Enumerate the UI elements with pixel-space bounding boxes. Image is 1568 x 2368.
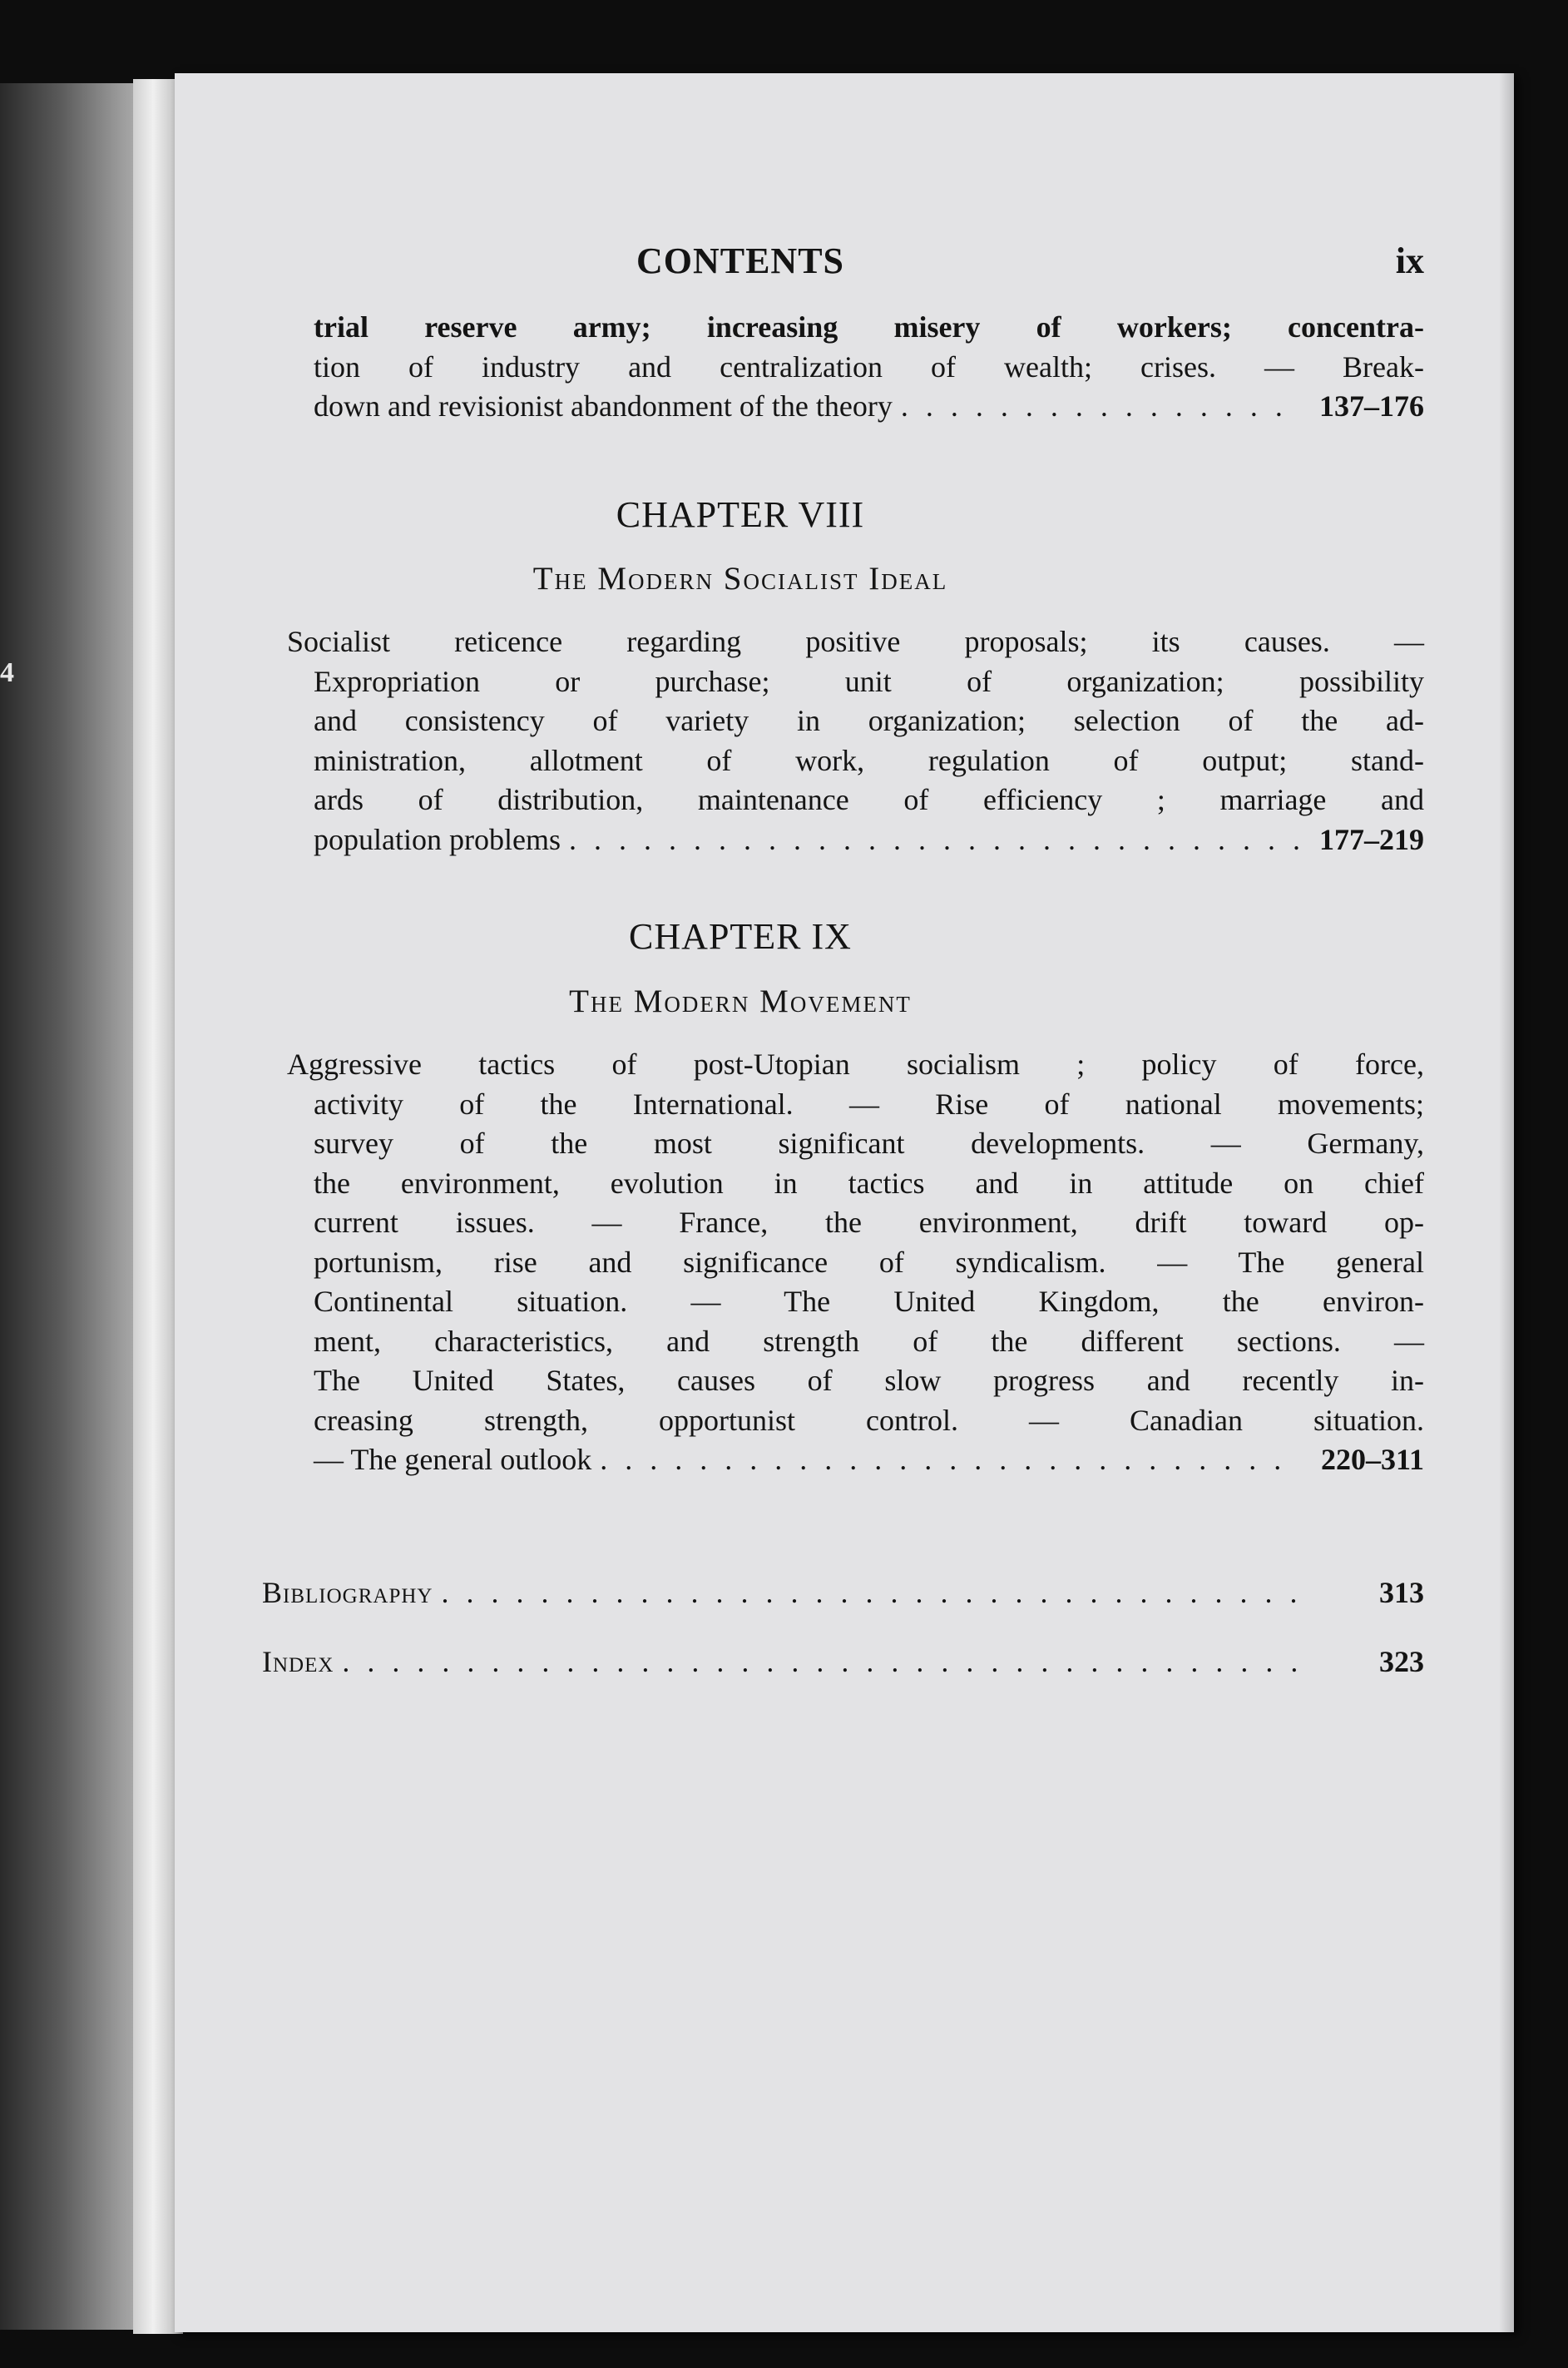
entry-last-line xyxy=(287,1440,1424,1480)
summary-line: ministration, allotment of work, regulation of output; stand- xyxy=(314,743,1424,777)
previous-page-number-fragment: 4 xyxy=(0,657,14,688)
dot-leader xyxy=(561,820,1299,860)
summary-line: the environment, evolution in tactics and in attitude on chief xyxy=(314,1166,1424,1200)
contents-page xyxy=(175,73,1514,2332)
summary-line: Continental situation. — The United Kingdom, the environ- xyxy=(314,1285,1424,1318)
chapter-heading: CHAPTER VIII xyxy=(616,494,865,535)
chapter-heading: CHAPTER IX xyxy=(629,916,852,957)
summary-line: creasing strength, opportunist control. — Canadian situation. xyxy=(314,1403,1424,1437)
chapter-summary xyxy=(287,1045,1424,1480)
page-range: 220–311 xyxy=(1320,1443,1424,1476)
bibliography-entry xyxy=(262,1575,1424,1610)
summary-line: Aggressive tactics of post-Utopian socialism ; policy of force, xyxy=(287,1048,1424,1081)
summary-line: and consistency of variety in organization; selection of the ad- xyxy=(314,704,1424,737)
summary-line: trial reserve army; increasing misery of workers; concentra- xyxy=(314,310,1424,344)
page-range: 137–176 xyxy=(1319,389,1424,423)
entry-text: population problems xyxy=(314,822,561,856)
summary-line: The United States, causes of slow progress and recently in- xyxy=(314,1364,1424,1397)
page-range: 177–219 xyxy=(1319,822,1424,856)
page-number: 313 xyxy=(1379,1576,1424,1609)
entry-last-line xyxy=(287,820,1424,860)
summary-line: Socialist reticence regarding positive proposals; its causes. — xyxy=(287,625,1424,658)
dot-leader xyxy=(893,387,1299,427)
entry-text: Bibliography xyxy=(262,1576,433,1609)
entry-text: down and revisionist abandonment of the theory xyxy=(314,389,893,423)
summary-line: Expropriation or purchase; unit of organization; possibility xyxy=(314,664,1424,698)
page-header xyxy=(175,240,1514,290)
carryover-entry xyxy=(287,308,1424,427)
chapter-title: The Modern Movement xyxy=(569,983,912,1019)
index-entry xyxy=(262,1644,1424,1679)
entry-text: Index xyxy=(262,1645,334,1678)
page-number: ix xyxy=(1395,240,1424,281)
summary-line: ment, characteristics, and strength of the different sections. — xyxy=(314,1324,1424,1358)
dot-leader xyxy=(433,1575,1299,1610)
chapter-summary xyxy=(287,622,1424,860)
summary-line: survey of the most significant developments. — Germany, xyxy=(314,1127,1424,1160)
running-title: CONTENTS xyxy=(636,240,845,281)
summary-line: activity of the International. — Rise of national movements; xyxy=(314,1087,1424,1121)
chapter-title: The Modern Socialist Ideal xyxy=(532,561,948,597)
summary-line: tion of industry and centralization of wealth; crises. — Break- xyxy=(314,349,1424,384)
summary-line: ards of distribution, maintenance of efficiency ; marriage and xyxy=(314,783,1424,816)
entry-last-line xyxy=(287,387,1424,427)
entry-text: — The general outlook xyxy=(314,1443,592,1476)
dot-leader xyxy=(591,1440,1299,1480)
dot-leader xyxy=(334,1644,1299,1679)
summary-line: current issues. — France, the environment, drift toward op- xyxy=(314,1206,1424,1239)
page-number: 323 xyxy=(1379,1645,1424,1678)
summary-line: portunism, rise and significance of syndicalism. — The general xyxy=(314,1245,1424,1279)
